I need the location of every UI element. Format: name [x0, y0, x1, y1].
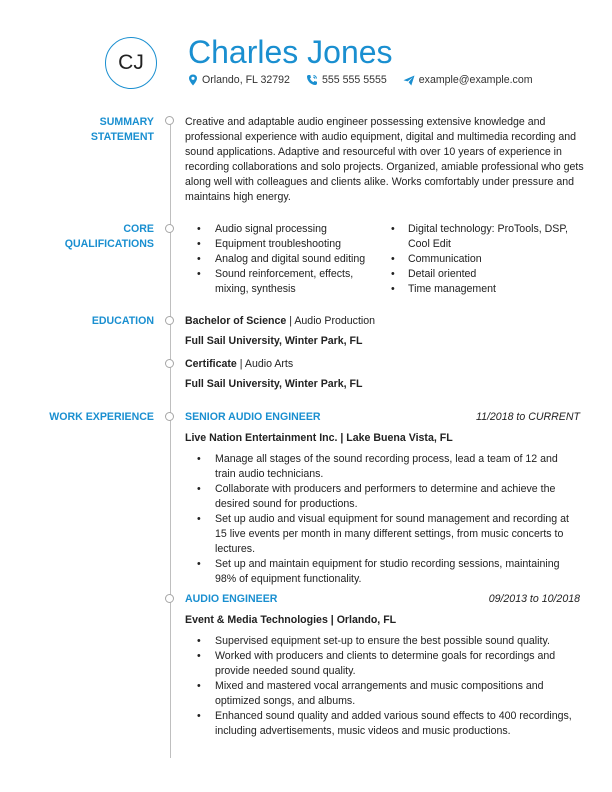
list-item: • Communication [381, 252, 585, 267]
list-item: • Sound reinforcement, effects, mixing, synthesis [185, 267, 381, 297]
education-entry [185, 357, 585, 392]
school-name: Full Sail University, Winter Park, FL [185, 335, 363, 347]
education-entry [185, 314, 585, 349]
timeline-dot [165, 412, 174, 421]
contact-phone [306, 74, 387, 86]
employer: Live Nation Entertainment Inc. | Lake Buena Vista, FL [185, 432, 453, 444]
list-item: • Time management [381, 282, 585, 297]
timeline-dot [165, 594, 174, 603]
section-label-summary: SUMMARY STATEMENT [90, 116, 154, 143]
job-title: AUDIO ENGINEER [185, 593, 278, 605]
list-item: • Mixed and mastered vocal arrangements and music compositions and optimized songs, and albums. [185, 679, 580, 709]
employer: Event & Media Technologies | Orlando, FL [185, 614, 397, 626]
timeline-line [170, 121, 171, 758]
job-title: SENIOR AUDIO ENGINEER [185, 411, 321, 423]
degree-field: Audio Production [294, 315, 376, 327]
timeline-dot [165, 316, 174, 325]
monogram-circle [105, 37, 157, 89]
job-bullets [185, 634, 580, 739]
job-entry [185, 410, 580, 587]
degree-field: Audio Arts [244, 358, 294, 370]
phone-text: 555 555 5555 [321, 74, 387, 86]
list-item: • Enhanced sound quality and added various sound effects to 400 recordings, including advertisements, music videos and music productions. [185, 709, 580, 739]
list-item: • Detail oriented [381, 267, 585, 282]
qualifications-section [185, 222, 585, 297]
section-label-experience: WORK EXPERIENCE [49, 411, 154, 423]
location-text: Orlando, FL 32792 [202, 74, 290, 86]
send-icon [403, 75, 415, 86]
list-item: • Collaborate with producers and performers to determine and achieve the desired sound for productions. [185, 482, 580, 512]
summary-section [185, 115, 585, 205]
timeline-dot [165, 224, 174, 233]
job-entry [185, 592, 580, 739]
list-item: • Digital technology: ProTools, DSP, Cool Edit [381, 222, 585, 252]
qualifications-list-left [185, 222, 381, 297]
section-label-qualifications: CORE QUALIFICATIONS [64, 223, 154, 250]
degree-separator: | [236, 358, 245, 370]
job-bullets [185, 452, 580, 587]
list-item: • Set up audio and visual equipment for sound management and recording at 15 live events per month in many different settings, from music concerts to lectures. [185, 512, 580, 557]
contact-location [188, 74, 290, 86]
candidate-name: Charles Jones [188, 34, 393, 70]
phone-icon [306, 74, 318, 86]
section-label-education: EDUCATION [91, 315, 154, 327]
degree-name: Bachelor of Science [185, 315, 287, 327]
timeline-dot [165, 359, 174, 368]
list-item: • Manage all stages of the sound recording process, lead a team of 12 and train audio technicians. [185, 452, 580, 482]
summary-text: Creative and adaptable audio engineer possessing extensive knowledge and professional experience with audio equipment, digital and multimedia recording and sound applications. Adaptive and resourceful with over 10 years of experience in recording collaborations and solo projects. Organized, amiable professional who gets along well with colleagues and clients alike. Works comfortably under pressure and maintains high energy. [185, 116, 584, 203]
degree-name: Certificate [185, 358, 237, 370]
location-pin-icon [188, 74, 198, 86]
list-item: • Supervised equipment set-up to ensure the best possible sound quality. [185, 634, 580, 649]
qualifications-list-right [381, 222, 585, 297]
list-item: • Set up and maintain equipment for studio recording sessions, maintaining 98% of equipment functionality. [185, 557, 580, 587]
list-item: • Worked with producers and clients to determine goals for recordings and provide needed sound quality. [185, 649, 580, 679]
contact-line [188, 74, 549, 86]
contact-email [403, 74, 533, 86]
initials: CJ [118, 51, 144, 74]
timeline-dot [165, 116, 174, 125]
list-item: • Analog and digital sound editing [185, 252, 381, 267]
school-name: Full Sail University, Winter Park, FL [185, 378, 363, 390]
degree-separator: | [286, 315, 295, 327]
job-dates: 09/2013 to 10/2018 [488, 593, 580, 605]
email-text: example@example.com [418, 74, 533, 86]
list-item: • Audio signal processing [185, 222, 381, 237]
list-item: • Equipment troubleshooting [185, 237, 381, 252]
job-dates: 11/2018 to CURRENT [475, 411, 580, 423]
